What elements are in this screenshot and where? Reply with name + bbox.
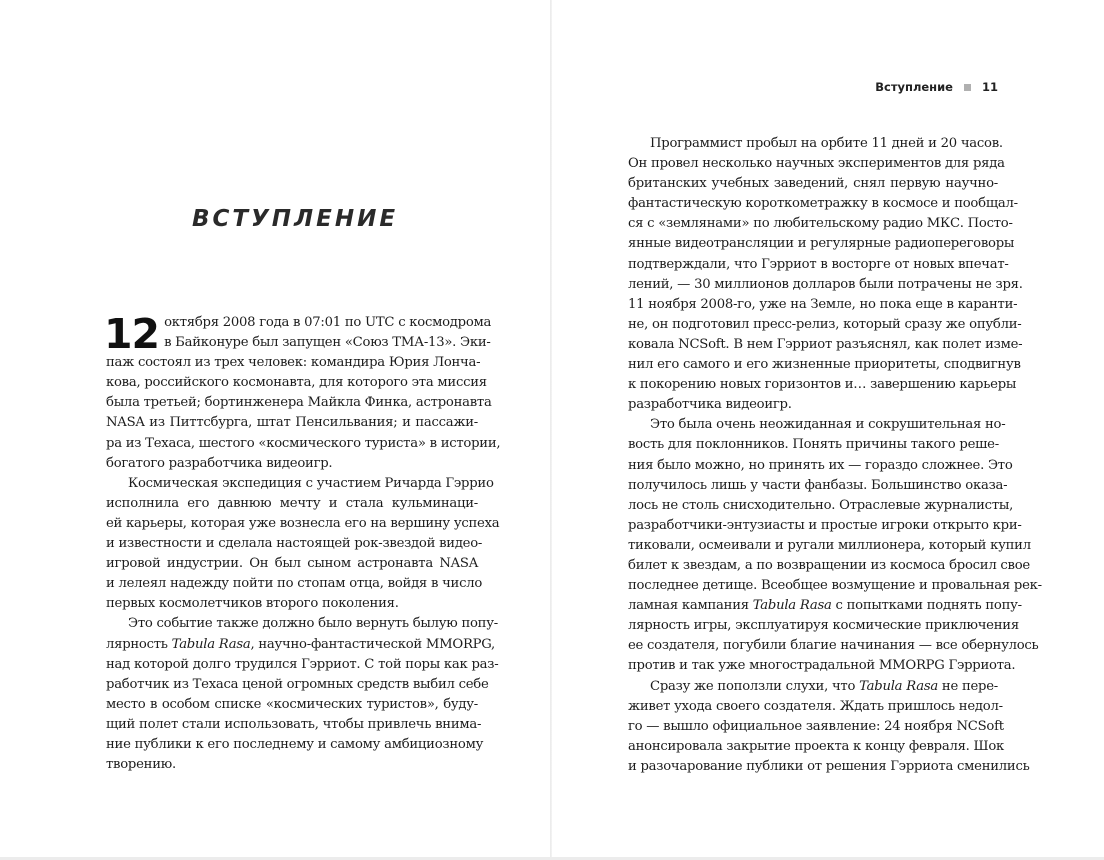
text-line: богатого разработчика видеоигр. bbox=[106, 455, 333, 471]
text-line: Это была очень неожиданная и сокрушительная но- bbox=[650, 417, 1006, 433]
paragraph bbox=[106, 474, 500, 615]
text-line: игровой индустрии. Он был сыном астронавта NASA bbox=[106, 556, 478, 572]
text-line: исполнила его давнюю мечту и стала кульминаци- bbox=[106, 495, 478, 511]
text-line: кова, российского космонавта, для которого эта миссия bbox=[106, 375, 487, 391]
text-line: лярность Tabula Rasa, научно-фантастической MMORPG, bbox=[106, 636, 495, 652]
text-line: ее создателя, погубили благие начинания — все обернулось bbox=[628, 638, 1039, 654]
paragraph bbox=[628, 677, 1030, 777]
text-line: первых космолетчиков второго поколения. bbox=[106, 596, 399, 612]
text-line: подтверждали, что Гэрриот в восторге от новых впечат- bbox=[628, 256, 1009, 272]
square-separator-icon bbox=[964, 84, 971, 91]
paragraph bbox=[628, 134, 1023, 415]
text-line: ние публики к его последнему и самому амбициозному bbox=[106, 736, 484, 752]
text-line: ся с «землянами» по любительскому радио МКС. Посто- bbox=[628, 216, 1013, 232]
text-line: ра из Техаса, шестого «космического туриста» в истории, bbox=[106, 435, 501, 451]
text-line: октября 2008 года в 07:01 по UTC с космодрома bbox=[164, 315, 492, 330]
paragraph bbox=[104, 310, 501, 474]
text-line: последнее детище. Всеобщее возмущение и провальная рек- bbox=[628, 578, 1042, 594]
text-line: лений, — 30 миллионов долларов были потрачены не зря. bbox=[628, 276, 1023, 292]
text-line: Это событие также должно было вернуть былую попу- bbox=[128, 616, 498, 632]
text-line: вость для поклонников. Понять причины такого реше- bbox=[628, 437, 999, 453]
text-line: янные видеотрансляции и регулярные радиопереговоры bbox=[628, 236, 1015, 252]
text-line: 11 ноября 2008-го, уже на Земле, но пока еще в каранти- bbox=[628, 296, 1018, 312]
running-head-title: Вступление bbox=[875, 80, 953, 94]
text-line: ламная кампания Tabula Rasa с попытками поднять попу- bbox=[628, 598, 1022, 614]
text-line: и разочарование публики от решения Гэрриота сменились bbox=[628, 758, 1030, 774]
text-line: ковала NCSoft. В нем Гэрриот разъяснял, как полет изме- bbox=[628, 336, 1023, 352]
text-line: Сразу же поползли слухи, что Tabula Rasa не пере- bbox=[650, 678, 998, 694]
text-line: паж состоял из трех человек: командира Юрия Лонча- bbox=[106, 355, 481, 371]
paragraph bbox=[628, 415, 1042, 676]
right-body-text bbox=[628, 134, 1042, 777]
text-line: над которой долго трудился Гэрриот. С той поры как раз- bbox=[106, 656, 499, 672]
text-line: анонсировала закрытие проекта к концу февраля. Шок bbox=[628, 738, 1005, 754]
text-line: творению. bbox=[106, 757, 176, 773]
text-line: ей карьеры, которая уже вознесла его на вершину успеха bbox=[106, 515, 500, 531]
text-line: работчик из Техаса ценой огромных средств выбил себе bbox=[106, 676, 489, 692]
text-line: была третьей; бортинженера Майкла Финка, астронавта bbox=[106, 395, 492, 411]
text-line: го — вышло официальное заявление: 24 ноября NCSoft bbox=[628, 718, 1004, 734]
text-line: лярность игры, эксплуатируя космические приключения bbox=[628, 618, 1019, 634]
text-line: и известности и сделала настоящей рок-звездой видео- bbox=[106, 536, 483, 552]
drop-cap: 12 bbox=[104, 310, 160, 358]
text-line: в Байконуре был запущен «Союз ТМА-13». Эки- bbox=[164, 335, 491, 351]
text-line: Программист пробыл на орбите 11 дней и 20 часов. bbox=[650, 136, 1003, 151]
text-line: ния было можно, но принять их — гораздо сложнее. Это bbox=[628, 457, 1013, 473]
text-line: фантастическую короткометражку в космосе и пообщал- bbox=[628, 196, 1018, 212]
paragraph bbox=[106, 614, 499, 775]
text-line: NASA из Питтсбурга, штат Пенсильвания; и пассажи- bbox=[106, 415, 478, 431]
text-line: живет ухода своего создателя. Ждать пришлось недол- bbox=[628, 698, 1003, 714]
text-line: британских учебных заведений, снял первую научно- bbox=[628, 176, 998, 192]
running-head bbox=[875, 80, 998, 94]
text-line: тиковали, осмеивали и ругали миллионера, который купил bbox=[628, 537, 1031, 553]
text-line: нил его самого и его жизненные приоритеты, сподвигнув bbox=[628, 357, 1021, 373]
text-line: к покорению новых горизонтов и… завершению карьеры bbox=[628, 377, 1017, 393]
text-line: место в особом списке «космических туристов», буду- bbox=[106, 696, 478, 712]
text-line: не, он подготовил пресс-релиз, который сразу же опубли- bbox=[628, 316, 1022, 332]
text-line: получилось лишь у части фанбазы. Большинство оказа- bbox=[628, 477, 1008, 493]
text-line: против и так уже многострадальной MMORPG Гэрриота. bbox=[628, 658, 1016, 674]
chapter-title: ВСТУПЛЕНИЕ bbox=[191, 206, 399, 232]
text-line: щий полет стали использовать, чтобы привлечь внима- bbox=[106, 716, 482, 732]
left-body-text bbox=[104, 310, 501, 775]
text-line: разработчика видеоигр. bbox=[628, 397, 792, 413]
text-line: разработчики-энтузиасты и простые игроки открыто кри- bbox=[628, 517, 1022, 533]
text-line: билет к звездам, а по возвращении из космоса бросил свое bbox=[628, 557, 1030, 573]
text-line: лось не столь снисходительно. Отраслевые журналисты, bbox=[628, 497, 1014, 513]
book-gutter bbox=[550, 0, 552, 860]
text-line: Он провел несколько научных экспериментов для ряда bbox=[628, 156, 1005, 172]
text-line: Космическая экспедиция с участием Ричарда Гэррио bbox=[128, 475, 494, 491]
page-number: 11 bbox=[981, 80, 998, 94]
text-line: и лелеял надежду пойти по стопам отца, войдя в число bbox=[106, 576, 483, 592]
